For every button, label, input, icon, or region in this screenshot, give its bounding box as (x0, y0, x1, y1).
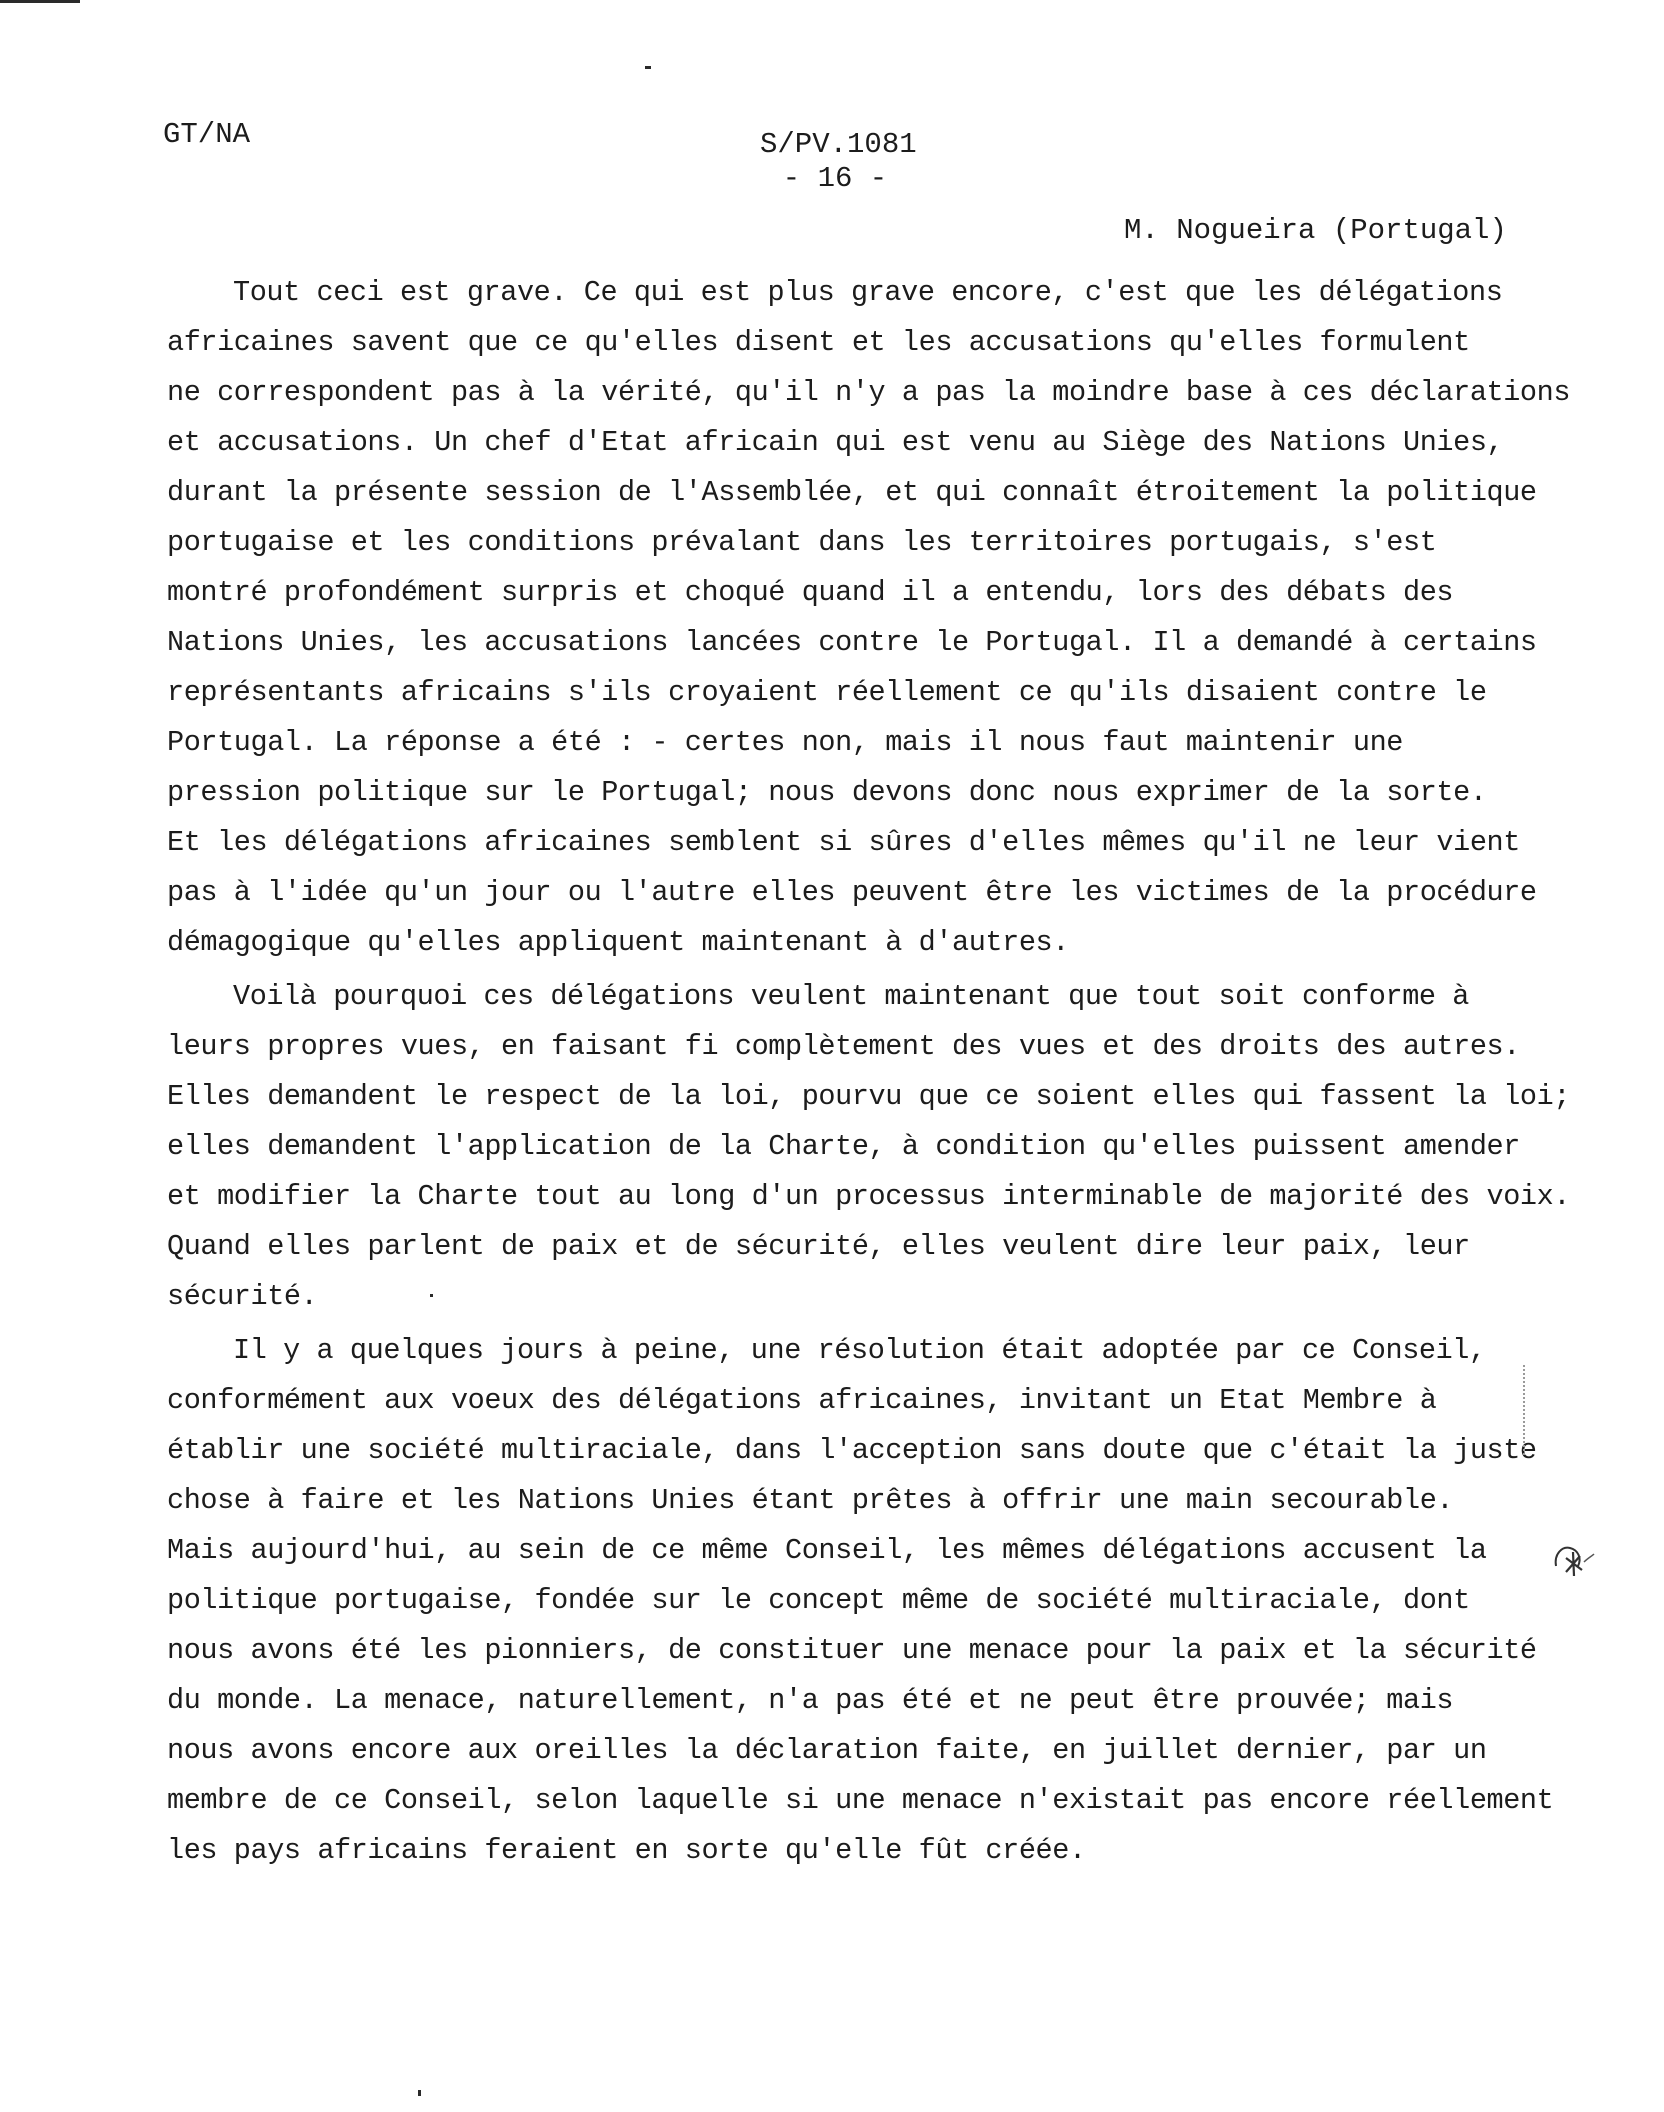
paragraph (167, 268, 1571, 968)
text-line: durant la présente session de l'Assemblée, et qui connaît étroitement la politique (167, 476, 1537, 509)
page-number: - 16 - (782, 162, 888, 195)
text-line: établir une société multiraciale, dans l'acception sans doute que c'était la juste (167, 1434, 1537, 1467)
speaker-name: M. Nogueira (Portugal) (1124, 214, 1507, 247)
text-line: du monde. La menace, naturellement, n'a pas été et ne peut être prouvée; mais (167, 1684, 1454, 1717)
text-line: Quand elles parlent de paix et de sécurité, elles veulent dire leur paix, leur (167, 1230, 1470, 1263)
text-line: membre de ce Conseil, selon laquelle si une menace n'existait pas encore réellement (167, 1784, 1554, 1817)
text-line: conformément aux voeux des délégations africaines, invitant un Etat Membre à (167, 1384, 1437, 1417)
reference-code: GT/NA (163, 118, 251, 151)
text-line: leurs propres vues, en faisant fi complètement des vues et des droits des autres. (167, 1030, 1520, 1063)
text-line: et accusations. Un chef d'Etat africain qui est venu au Siège des Nations Unies, (167, 426, 1504, 459)
text-line: africaines savent que ce qu'elles disent et les accusations qu'elles formulent (167, 326, 1470, 359)
text-line: montré profondément surpris et choqué quand il a entendu, lors des débats des (167, 576, 1454, 609)
text-line: Nations Unies, les accusations lancées contre le Portugal. Il a demandé à certains (167, 626, 1537, 659)
text-line: sécurité. (167, 1280, 318, 1313)
scan-dot-mark (418, 2090, 421, 2096)
text-line: les pays africains feraient en sorte qu'elle fût créée. (167, 1834, 1086, 1867)
text-line: Il y a quelques jours à peine, une résolution était adoptée par ce Conseil, (233, 1334, 1486, 1367)
text-line: nous avons encore aux oreilles la déclaration faite, en juillet dernier, par un (167, 1734, 1487, 1767)
text-line: pas à l'idée qu'un jour ou l'autre elles peuvent être les victimes de la procédure (167, 876, 1537, 909)
body-text (167, 268, 1571, 1876)
text-line: Tout ceci est grave. Ce qui est plus grave encore, c'est que les délégations (233, 276, 1503, 309)
text-line: Voilà pourquoi ces délégations veulent maintenant que tout soit conforme à (233, 980, 1470, 1013)
text-line: pression politique sur le Portugal; nous devons donc nous exprimer de la sorte. (167, 776, 1487, 809)
paragraph (167, 972, 1571, 1322)
text-line: ne correspondent pas à la vérité, qu'il n'y a pas la moindre base à ces déclarations (167, 376, 1571, 409)
text-line: représentants africains s'ils croyaient réellement ce qu'ils disaient contre le (167, 676, 1487, 709)
text-line: Mais aujourd'hui, au sein de ce même Conseil, les mêmes délégations accusent la (167, 1534, 1487, 1567)
text-line: chose à faire et les Nations Unies étant prêtes à offrir une main secourable. (167, 1484, 1454, 1517)
text-line: politique portugaise, fondée sur le concept même de société multiraciale, dont (167, 1584, 1470, 1617)
text-line: Elles demandent le respect de la loi, pourvu que ce soient elles qui fassent la loi; (167, 1080, 1571, 1113)
text-line: et modifier la Charte tout au long d'un processus interminable de majorité des voix. (167, 1180, 1571, 1213)
scan-edge-mark (0, 0, 80, 3)
scan-dot-mark (645, 66, 651, 69)
document-symbol: S/PV.1081 (760, 128, 917, 161)
text-line: démagogique qu'elles appliquent maintenant à d'autres. (167, 926, 1069, 959)
text-line: elles demandent l'application de la Charte, à condition qu'elles puissent amender (167, 1130, 1520, 1163)
text-line: Portugal. La réponse a été : - certes non, mais il nous faut maintenir une (167, 726, 1404, 759)
text-line: portugaise et les conditions prévalant dans les territoires portugais, s'est (167, 526, 1437, 559)
handwritten-asterisk-mark (1548, 1536, 1598, 1586)
text-line: Et les délégations africaines semblent si sûres d'elles mêmes qu'il ne leur vient (167, 826, 1520, 859)
paragraph (167, 1326, 1567, 1876)
text-line: nous avons été les pionniers, de constituer une menace pour la paix et la sécurité (167, 1634, 1537, 1667)
margin-dotted-mark (1523, 1365, 1529, 1455)
